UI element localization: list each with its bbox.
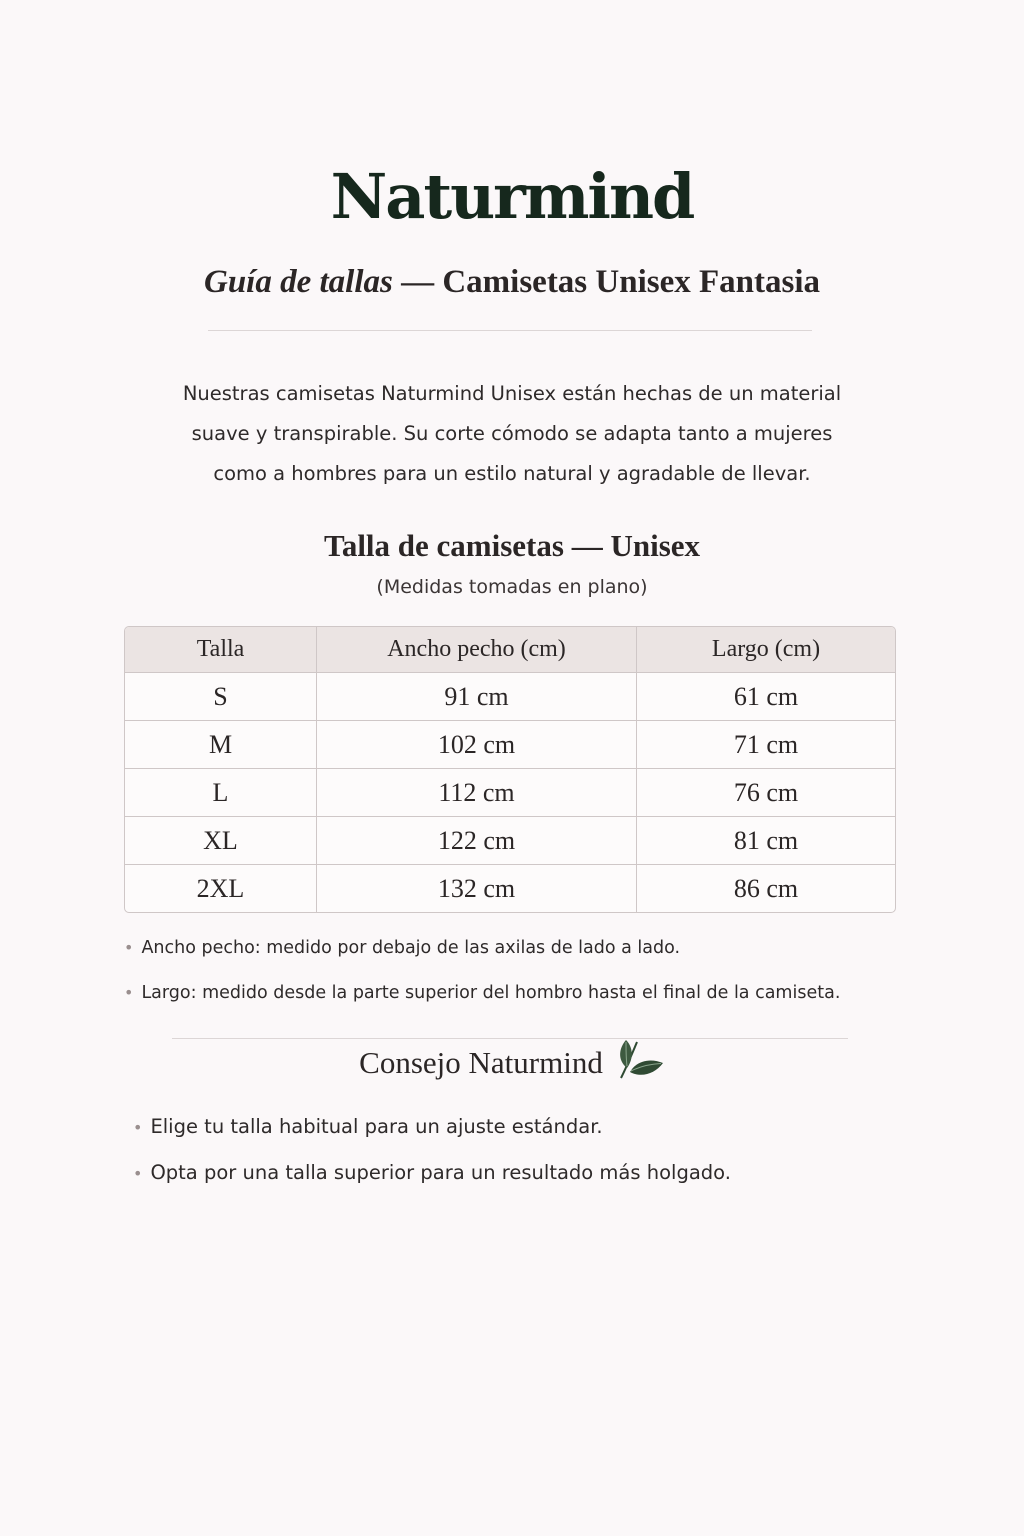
cell-ancho-pecho: 112 cm	[317, 769, 637, 817]
list-item	[133, 1106, 933, 1152]
cell-ancho-pecho: 132 cm	[317, 865, 637, 912]
table-row	[125, 769, 895, 817]
cell-largo: 76 cm	[637, 769, 895, 817]
header-ancho-pecho: Ancho pecho (cm)	[317, 627, 637, 673]
bullet-icon: •	[124, 938, 134, 957]
divider-top	[208, 330, 812, 331]
header-largo: Largo (cm)	[637, 627, 895, 673]
bullet-icon: •	[133, 1118, 143, 1137]
note-text: Ancho pecho: medido por debajo de las axilas de lado a lado.	[141, 938, 681, 958]
list-item	[124, 930, 964, 975]
tip-list	[133, 1106, 933, 1198]
table-row	[125, 865, 895, 912]
intro-paragraph	[112, 374, 912, 494]
divider-bottom	[172, 1038, 848, 1039]
cell-largo: 71 cm	[637, 721, 895, 769]
brand-title: Naturmind	[330, 160, 694, 233]
tip-heading	[0, 1044, 1024, 1088]
intro-line: Nuestras camisetas Naturmind Unisex están hechas de un material	[182, 382, 842, 405]
subtitle-product: — Camisetas Unisex Fantasia	[392, 264, 821, 300]
cell-ancho-pecho: 102 cm	[317, 721, 637, 769]
subtitle-guide: Guía de tallas	[203, 264, 393, 300]
cell-ancho-pecho: 91 cm	[317, 673, 637, 721]
bullet-icon: •	[133, 1164, 143, 1183]
header-talla: Talla	[125, 627, 317, 673]
tip-text: Opta por una talla superior para un resultado más holgado.	[150, 1161, 731, 1184]
table-header-row	[125, 627, 895, 673]
table-row	[125, 721, 895, 769]
cell-talla: S	[125, 673, 317, 721]
list-item	[124, 975, 964, 1020]
cell-largo: 86 cm	[733, 873, 799, 903]
tip-text: Elige tu talla habitual para un ajuste estándar.	[150, 1115, 603, 1138]
cell-talla: XL	[125, 817, 317, 865]
leaf-icon	[615, 1038, 665, 1088]
cell-talla: L	[125, 769, 317, 817]
bullet-icon: •	[124, 983, 134, 1002]
page-subtitle	[0, 264, 1024, 301]
tip-title: Consejo Naturmind	[359, 1045, 603, 1081]
intro-line: suave y transpirable. Su corte cómodo se adapta tanto a mujeres	[191, 422, 833, 445]
list-item	[133, 1152, 933, 1198]
cell-ancho-pecho: 122 cm	[317, 817, 637, 865]
intro-line: como a hombres para un estilo natural y agradable de llevar.	[213, 462, 811, 485]
cell-largo: 81 cm	[637, 817, 895, 865]
cell-talla: M	[125, 721, 317, 769]
size-section-title: Talla de camisetas — Unisex	[323, 528, 701, 563]
cell-talla: 2XL	[125, 865, 317, 912]
note-text: Largo: medido desde la parte superior del hombro hasta el final de la camiseta.	[141, 983, 841, 1003]
table-row	[125, 673, 895, 721]
size-table	[124, 626, 896, 913]
cell-largo: 61 cm	[637, 673, 895, 721]
table-row	[125, 817, 895, 865]
measurement-notes	[124, 930, 964, 1020]
size-section-note: (Medidas tomadas en plano)	[376, 576, 648, 598]
